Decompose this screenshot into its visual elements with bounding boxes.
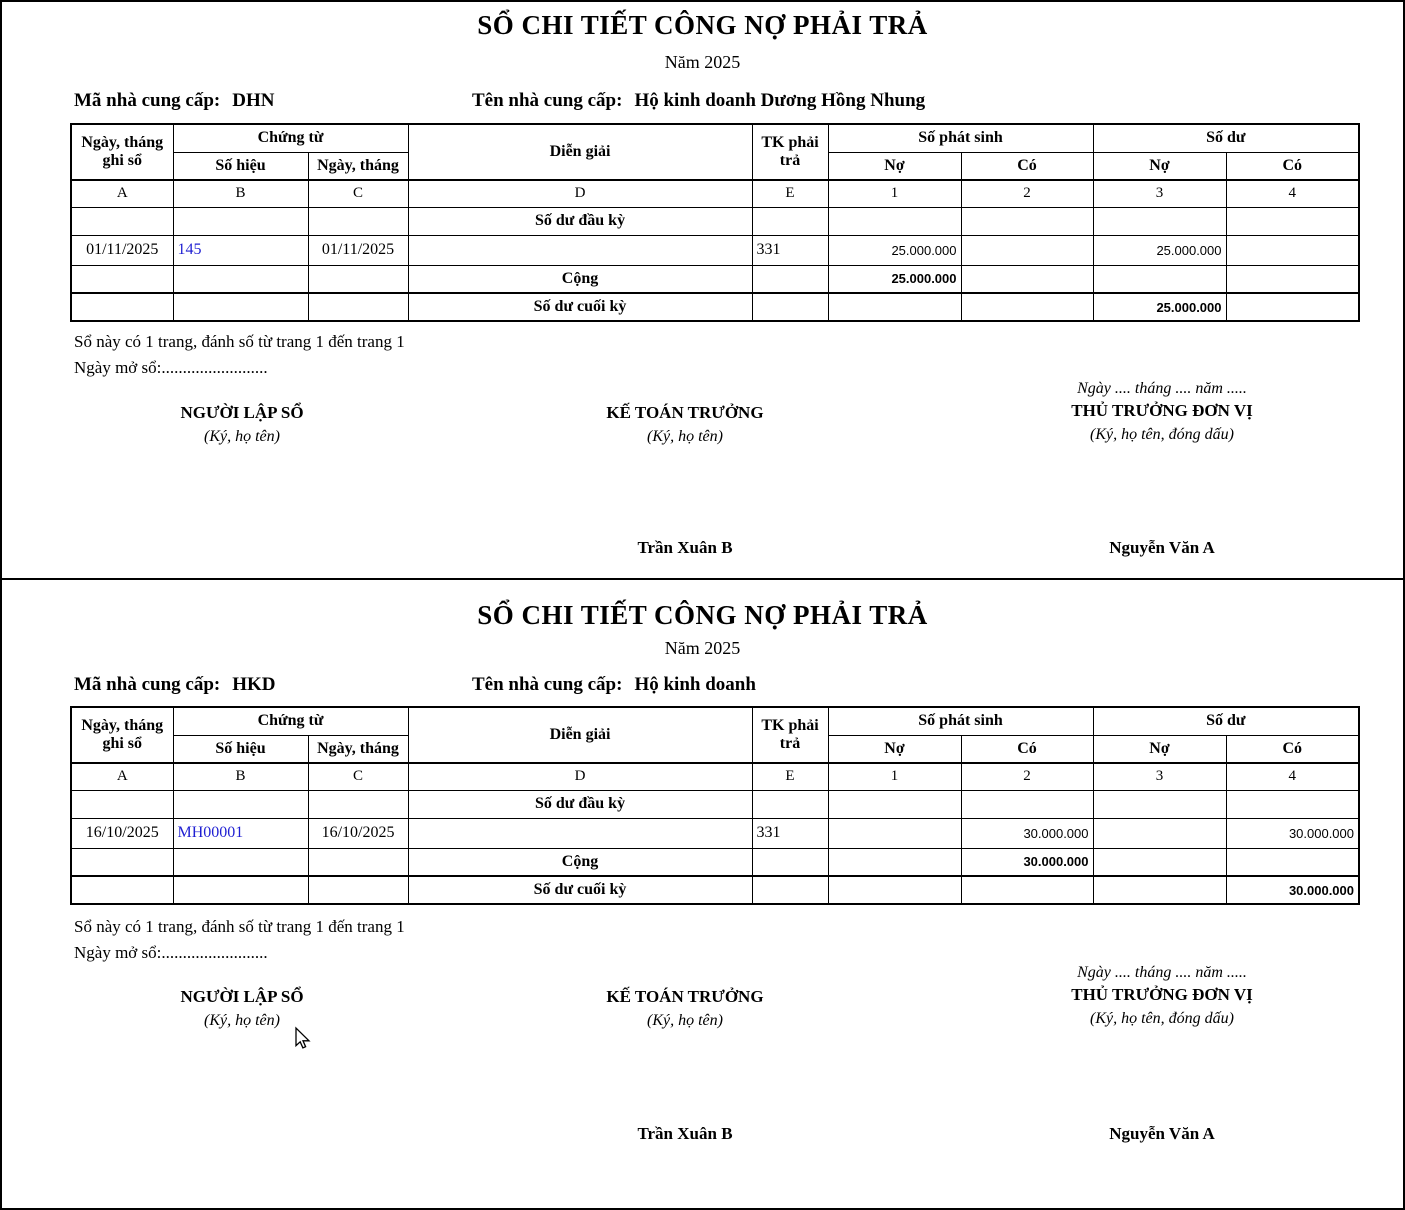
- signature-director-note: (Ký, họ tên, đóng dấu): [1090, 1010, 1234, 1027]
- col-header-voucher-no: Số hiệu: [173, 152, 308, 180]
- col-header-arising-credit: Có: [961, 152, 1093, 180]
- total-balance-debit: [1093, 265, 1226, 293]
- voucher-link[interactable]: 145: [177, 241, 202, 258]
- open-date-note: Ngày mở sổ:.........................: [74, 358, 268, 377]
- cell-date-recorded: 01/11/2025: [71, 235, 173, 265]
- closing-arising-credit: [961, 876, 1093, 904]
- column-letter: C: [308, 180, 408, 207]
- cell-description: [408, 235, 752, 265]
- cell-voucher-date: 01/11/2025: [308, 235, 408, 265]
- signature-date-line: Ngày .... tháng .... năm .....: [1077, 964, 1247, 981]
- signature-accountant-note: (Ký, họ tên): [647, 1012, 723, 1029]
- supplier-code-label: Mã nhà cung cấp:: [74, 90, 221, 111]
- cell-voucher-no: [173, 818, 308, 848]
- signature-date-line: Ngày .... tháng .... năm .....: [1077, 380, 1247, 397]
- open-date-note: Ngày mở sổ:.........................: [74, 943, 268, 962]
- mouse-cursor-icon: [291, 1026, 313, 1050]
- col-header-voucher-group: Chứng từ: [173, 124, 408, 152]
- closing-balance-label: Số dư cuối kỳ: [408, 876, 752, 904]
- supplier-code-value: HKD: [232, 674, 276, 695]
- cell-voucher-date: 16/10/2025: [308, 818, 408, 848]
- opening-balance-label: Số dư đầu kỳ: [408, 790, 752, 818]
- closing-balance-debit: 25.000.000: [1093, 293, 1226, 321]
- column-letter-row: [71, 763, 1359, 790]
- opening-balance-label: Số dư đầu kỳ: [408, 207, 752, 235]
- cell-balance-credit: 30.000.000: [1226, 818, 1359, 848]
- closing-balance-row: [71, 293, 1359, 321]
- closing-balance-debit: [1093, 876, 1226, 904]
- supplier-name-label: Tên nhà cung cấp:: [472, 674, 623, 695]
- col-header-date-recorded: Ngày, tháng ghi sổ: [71, 124, 173, 180]
- total-arising-credit: [961, 265, 1093, 293]
- col-header-balance-debit: Nợ: [1093, 152, 1226, 180]
- report-title: SỔ CHI TIẾT CÔNG NỢ PHẢI TRẢ: [477, 10, 928, 40]
- total-arising-debit: [828, 848, 961, 876]
- total-arising-debit: 25.000.000: [828, 265, 961, 293]
- column-letter: 1: [828, 763, 961, 790]
- total-balance-credit: [1226, 848, 1359, 876]
- closing-balance-credit: [1226, 293, 1359, 321]
- col-header-voucher-group: Chứng từ: [173, 707, 408, 735]
- signature-preparer-note: (Ký, họ tên): [204, 428, 280, 445]
- col-header-balance-group: Số dư: [1093, 707, 1359, 735]
- total-balance-debit: [1093, 848, 1226, 876]
- report-section-hkd: [2, 580, 1403, 1208]
- supplier-name-value: Hộ kinh doanh Dương Hồng Nhung: [634, 90, 926, 111]
- supplier-code: [74, 674, 276, 696]
- supplier-info-line: [2, 674, 1403, 698]
- payables-ledger-table: [70, 123, 1360, 322]
- total-balance-credit: [1226, 265, 1359, 293]
- column-letter: 1: [828, 180, 961, 207]
- signature-director-title: THỦ TRƯỞNG ĐƠN VỊ: [1071, 401, 1253, 420]
- col-header-balance-debit: Nợ: [1093, 735, 1226, 763]
- signer-name-director: Nguyễn Văn A: [1109, 1124, 1215, 1143]
- signature-accountant-note: (Ký, họ tên): [647, 428, 723, 445]
- signature-preparer: [92, 403, 392, 446]
- cell-arising-debit: [828, 818, 961, 848]
- column-letter: 2: [961, 180, 1093, 207]
- report-year: Năm 2025: [664, 52, 741, 72]
- signature-director: [982, 380, 1342, 444]
- signature-accountant-title: KẾ TOÁN TRƯỞNG: [606, 987, 764, 1006]
- signature-accountant-title: KẾ TOÁN TRƯỞNG: [606, 403, 764, 422]
- col-header-account: TK phải trả: [752, 124, 828, 180]
- cell-description: [408, 818, 752, 848]
- opening-balance-row: [71, 207, 1359, 235]
- cell-voucher-no: [173, 235, 308, 265]
- col-header-balance-credit: Có: [1226, 735, 1359, 763]
- voucher-link[interactable]: MH00001: [177, 824, 244, 841]
- signature-director: [982, 964, 1342, 1028]
- closing-balance-row: [71, 876, 1359, 904]
- signature-accountant: [535, 987, 835, 1030]
- col-header-arising-debit: Nợ: [828, 735, 961, 763]
- payables-ledger-table: [70, 706, 1360, 905]
- col-header-arising-debit: Nợ: [828, 152, 961, 180]
- header-row-groups: [71, 707, 1359, 735]
- report-title: SỔ CHI TIẾT CÔNG NỢ PHẢI TRẢ: [477, 600, 928, 630]
- supplier-code-value: DHN: [232, 90, 275, 111]
- total-row: [71, 265, 1359, 293]
- col-header-voucher-date: Ngày, tháng: [308, 735, 408, 763]
- total-row: [71, 848, 1359, 876]
- total-label: Cộng: [408, 848, 752, 876]
- col-header-balance-group: Số dư: [1093, 124, 1359, 152]
- column-letter: 3: [1093, 763, 1226, 790]
- col-header-account: TK phải trả: [752, 707, 828, 763]
- column-letter: E: [752, 180, 828, 207]
- col-header-arising-group: Số phát sinh: [828, 124, 1093, 152]
- column-letter: 4: [1226, 180, 1359, 207]
- supplier-name-value: Hộ kinh doanh: [634, 674, 756, 695]
- signer-name-director: Nguyễn Văn A: [1109, 538, 1215, 557]
- signature-preparer-note: (Ký, họ tên): [204, 1012, 280, 1029]
- signature-director-title: THỦ TRƯỞNG ĐƠN VỊ: [1071, 985, 1253, 1004]
- closing-balance-label: Số dư cuối kỳ: [408, 293, 752, 321]
- pages-note: Sổ này có 1 trang, đánh số từ trang 1 đến trang 1: [74, 332, 405, 351]
- total-arising-credit: 30.000.000: [961, 848, 1093, 876]
- closing-arising-credit: [961, 293, 1093, 321]
- closing-arising-debit: [828, 876, 961, 904]
- column-letter: A: [71, 763, 173, 790]
- col-header-arising-group: Số phát sinh: [828, 707, 1093, 735]
- column-letter: 3: [1093, 180, 1226, 207]
- closing-arising-debit: [828, 293, 961, 321]
- cell-balance-debit: [1093, 818, 1226, 848]
- column-letter: 2: [961, 763, 1093, 790]
- cell-balance-debit: 25.000.000: [1093, 235, 1226, 265]
- cell-account: 331: [752, 235, 828, 265]
- supplier-name: [472, 674, 756, 696]
- column-letter-row: [71, 180, 1359, 207]
- col-header-date-recorded: Ngày, tháng ghi sổ: [71, 707, 173, 763]
- total-label: Cộng: [408, 265, 752, 293]
- col-header-voucher-no: Số hiệu: [173, 735, 308, 763]
- supplier-code-label: Mã nhà cung cấp:: [74, 674, 221, 695]
- supplier-name-label: Tên nhà cung cấp:: [472, 90, 623, 111]
- supplier-code: [74, 90, 274, 112]
- header-row-groups: [71, 124, 1359, 152]
- column-letter: 4: [1226, 763, 1359, 790]
- signer-name-accountant: Trần Xuân B: [637, 1124, 733, 1143]
- supplier-info-line: [2, 90, 1403, 114]
- report-section-dhn: [2, 2, 1403, 578]
- cell-account: 331: [752, 818, 828, 848]
- column-letter: D: [408, 763, 752, 790]
- opening-balance-row: [71, 790, 1359, 818]
- col-header-balance-credit: Có: [1226, 152, 1359, 180]
- column-letter: A: [71, 180, 173, 207]
- signature-accountant: [535, 403, 835, 446]
- column-letter: C: [308, 763, 408, 790]
- cell-date-recorded: 16/10/2025: [71, 818, 173, 848]
- col-header-arising-credit: Có: [961, 735, 1093, 763]
- cell-balance-credit: [1226, 235, 1359, 265]
- table-row: [71, 818, 1359, 848]
- signature-director-note: (Ký, họ tên, đóng dấu): [1090, 426, 1234, 443]
- cell-arising-credit: [961, 235, 1093, 265]
- col-header-description: Diễn giải: [408, 707, 752, 763]
- signature-preparer: [92, 987, 392, 1030]
- column-letter: B: [173, 763, 308, 790]
- closing-balance-credit: 30.000.000: [1226, 876, 1359, 904]
- pages-note: Sổ này có 1 trang, đánh số từ trang 1 đến trang 1: [74, 917, 405, 936]
- col-header-description: Diễn giải: [408, 124, 752, 180]
- report-year: Năm 2025: [664, 638, 741, 658]
- cell-arising-debit: 25.000.000: [828, 235, 961, 265]
- signer-name-accountant: Trần Xuân B: [637, 538, 733, 557]
- supplier-name: [472, 90, 925, 112]
- column-letter: E: [752, 763, 828, 790]
- col-header-voucher-date: Ngày, tháng: [308, 152, 408, 180]
- signature-preparer-title: NGƯỜI LẬP SỔ: [180, 987, 304, 1006]
- cell-arising-credit: 30.000.000: [961, 818, 1093, 848]
- signature-preparer-title: NGƯỜI LẬP SỔ: [180, 403, 304, 422]
- column-letter: D: [408, 180, 752, 207]
- column-letter: B: [173, 180, 308, 207]
- table-row: [71, 235, 1359, 265]
